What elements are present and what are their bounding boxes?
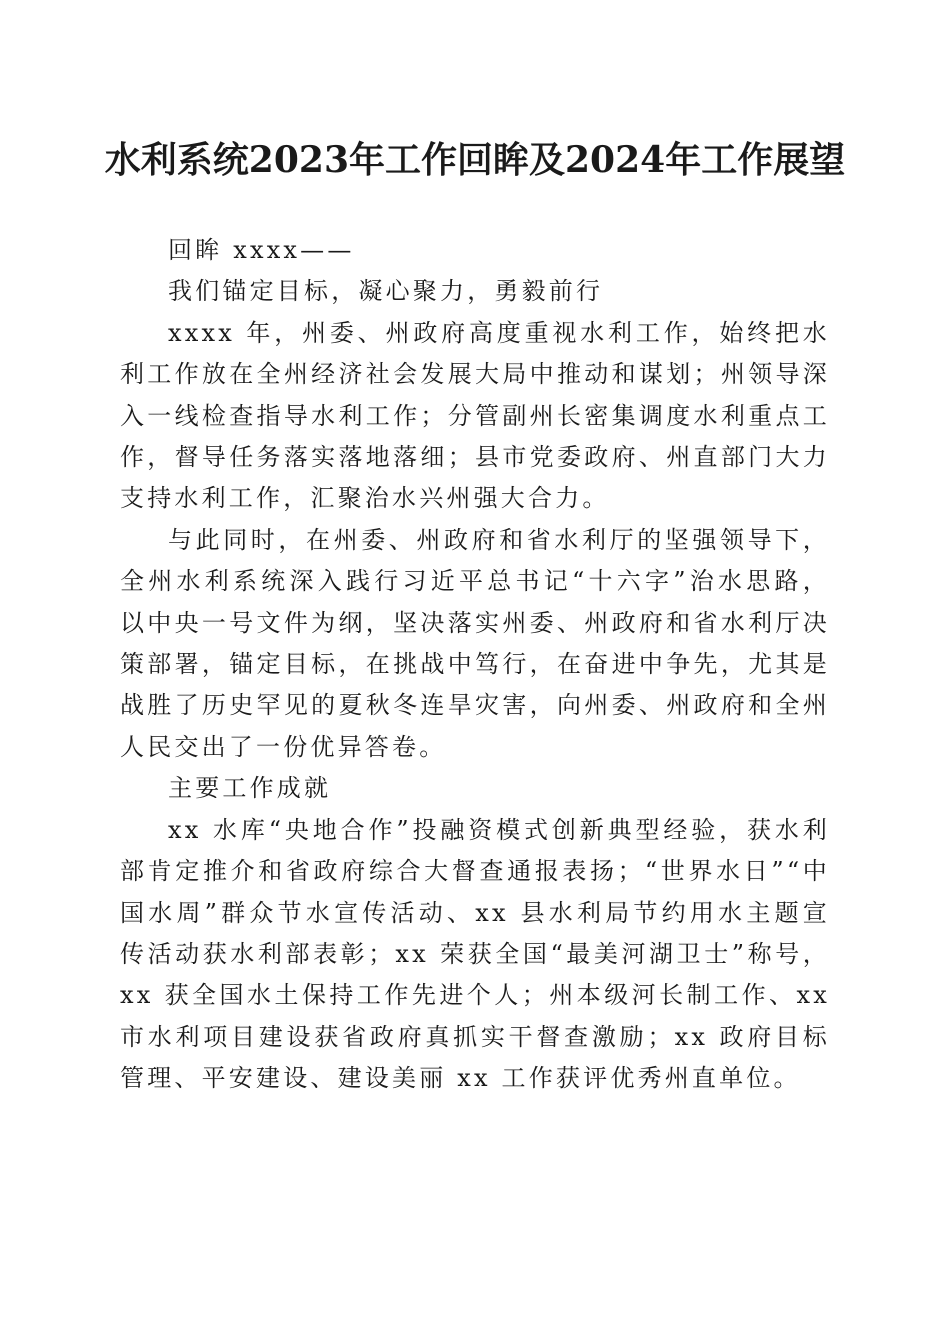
paragraph-review-heading: 回眸 xxxx—— — [168, 236, 355, 264]
paragraph-slogan: 我们锚定目标，凝心聚力，勇毅前行 — [168, 277, 604, 306]
document-title: 水利系统2023年工作回眸及2024年工作展望 — [104, 139, 846, 181]
paragraph-leadership: xxxx 年，州委、州政府高度重视水利工作，始终把水利工作放在全州经济社会发展大局中推动和谋划；州领导深入一线检查指导水利工作；分管副州长密集调度水利重点工作，督导任务落实落地落细；县市党委政府、州直部门大力支持水利工作，汇聚治水兴州强大合力。 — [120, 318, 830, 513]
paragraph-achievements: xx 水库“央地合作”投融资模式创新典型经验，获水利部肯定推介和省政府综合大督查通报表扬；“世界水日”“中国水周”群众节水宣传活动、xx 县水利局节约用水主题宣传活动获水利部表彰；xx 荣获全国“最美河湖卫士”称号，xx 获全国水土保持工作先进个人；州本级河长制工作、xx 市水利项目建设获省政府真抓实干督查激励；xx 政府目标管理、平安建设、建设美丽 xx 工作获评优秀州直单位。 — [120, 815, 830, 1093]
paragraph-meanwhile: 与此同时，在州委、州政府和省水利厅的坚强领导下，全州水利系统深入践行习近平总书记“十六字”治水思路，以中央一号文件为纲，坚决落实州委、州政府和省水利厅决策部署，锚定目标，在挑战中笃行，在奋进中争先，尤其是战胜了历史罕见的夏秋冬连旱灾害，向州委、州政府和全州人民交出了一份优异答卷。 — [120, 525, 830, 761]
paragraph-achievements-heading: 主要工作成就 — [168, 774, 332, 803]
document-body — [120, 230, 830, 1100]
